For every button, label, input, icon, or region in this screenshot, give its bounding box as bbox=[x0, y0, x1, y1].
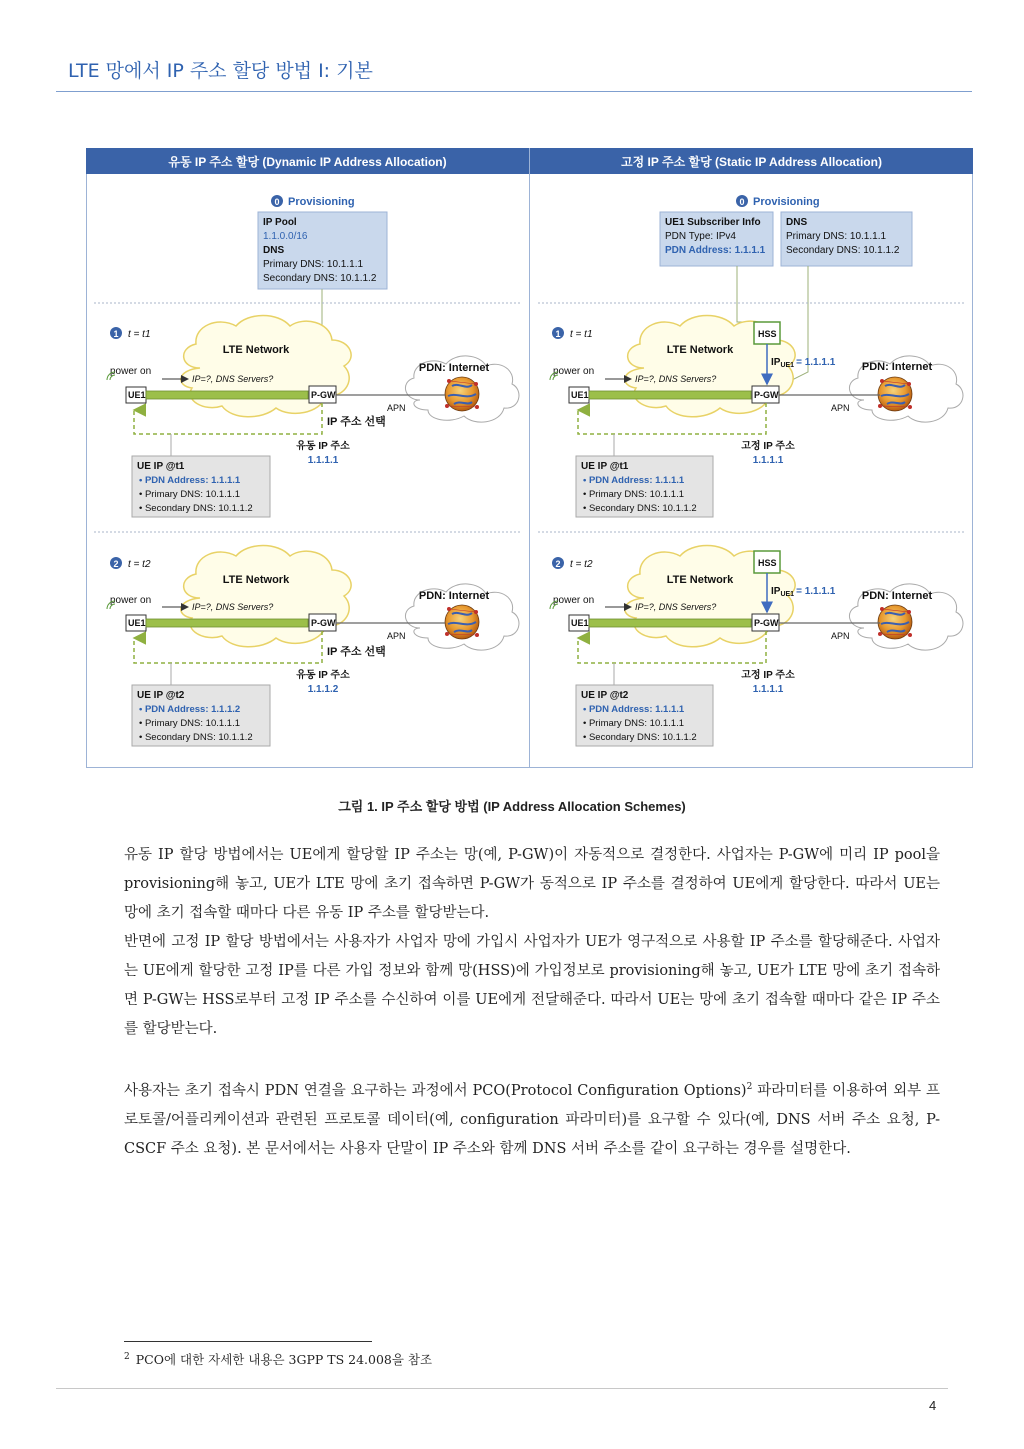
step-1-time: t = t1 bbox=[128, 329, 151, 340]
dns-info-primary: Primary DNS: 10.1.1.1 bbox=[786, 231, 887, 242]
body-paragraph-3 bbox=[124, 1073, 940, 1164]
pdn-internet-label-static: PDN: Internet bbox=[861, 361, 933, 373]
ip-ue1-prefix-2: IP bbox=[771, 586, 781, 597]
step-0-number-static: 0 bbox=[739, 197, 745, 207]
figure-header-static: 고정 IP 주소 할당 (Static IP Address Allocation) bbox=[530, 148, 973, 174]
dynamic-ip-value-t1: 1.1.1.1 bbox=[307, 455, 339, 466]
body-paragraph-3-start: 사용자는 초기 접속시 PDN 연결을 요구하는 과정에서 PCO(Protocol Configuration Options) bbox=[124, 1082, 747, 1099]
static-ip-value: 1.1.1.1 bbox=[752, 455, 784, 466]
pdn-address-provisioned: PDN Address: 1.1.1.1 bbox=[665, 245, 766, 256]
figure-caption: 그림 1. IP 주소 할당 방법 (IP Address Allocation Schemes) bbox=[338, 799, 686, 814]
dns-title: DNS bbox=[263, 245, 285, 256]
footnote-ref[interactable]: 2 bbox=[746, 1082, 753, 1092]
dns-info-secondary: Secondary DNS: 10.1.1.2 bbox=[786, 245, 900, 256]
ip-pool-title: IP Pool bbox=[263, 217, 297, 228]
static-ip-label-2: 고정 IP 주소 bbox=[741, 670, 795, 681]
ip-ue1-value-2: = 1.1.1.1 bbox=[796, 586, 836, 597]
page-number: 4 bbox=[929, 1398, 937, 1413]
pdn-internet-label: PDN: Internet bbox=[418, 362, 490, 374]
ue1-label-static-2: UE1 bbox=[571, 618, 589, 628]
provisioning-label-static: Provisioning bbox=[753, 196, 820, 208]
footnote bbox=[124, 1350, 432, 1368]
footer-divider bbox=[56, 1388, 948, 1389]
hss-label: HSS bbox=[758, 329, 777, 339]
ue-primary-dns-static: • Primary DNS: 10.1.1.1 bbox=[583, 489, 684, 500]
request-label-2: IP=?, DNS Servers? bbox=[192, 602, 274, 612]
ip-pool-range: 1.1.0.0/16 bbox=[263, 231, 308, 242]
ue-secondary-dns-2: • Secondary DNS: 10.1.1.2 bbox=[139, 732, 253, 743]
primary-dns: Primary DNS: 10.1.1.1 bbox=[263, 259, 364, 270]
step-2-time-static: t = t2 bbox=[570, 559, 593, 570]
ue-secondary-dns: • Secondary DNS: 10.1.1.2 bbox=[139, 503, 253, 514]
body-paragraph-1: 유동 IP 할당 방법에서는 UE에게 할당할 IP 주소는 망(예, P-GW)이 자동적으로 결정한다. 사업자는 P-GW에 미리 IP pool을 provisioning해 놓고, UE가 LTE 망에 초기 접속하면 P-GW가 동적으로 IP 주소를 결정하여 UE에게 할당한다. 따라서 UE는 망에 초기 접속할 때마다 다른 유동 IP 주소를 할당받는다. bbox=[124, 847, 940, 921]
subscriber-info-title: UE1 Subscriber Info bbox=[665, 217, 761, 228]
power-on-label-2: power on bbox=[110, 595, 152, 606]
step-2-time: t = t2 bbox=[128, 559, 151, 570]
request-label-static-2: IP=?, DNS Servers? bbox=[635, 602, 717, 612]
bearer-pipe-2 bbox=[146, 619, 308, 627]
ue-ip-title-static: UE IP @t1 bbox=[581, 461, 629, 472]
ip-ue1-subscript: UE1 bbox=[780, 362, 795, 369]
pgw-label-static-2: P-GW bbox=[754, 618, 779, 628]
step-2-number-static: 2 bbox=[555, 559, 561, 569]
ue-primary-dns: • Primary DNS: 10.1.1.1 bbox=[139, 489, 240, 500]
static-allocation-diagram bbox=[538, 195, 965, 746]
body-paragraph-3-end: 파라미터를 이용하여 외부 프로토콜/어플리케이션과 관련된 프로토콜 데이터(예, configuration 파라미터)를 요구할 수 있다(예, DNS 서버 주소 요청, P-CSCF 주소 요청). 본 문서에서는 사용자 단말이 IP 주소와 함께 DNS 서버 주소를 같이 요구하는 경우를 설명한다. bbox=[124, 1082, 940, 1157]
pgw-label-static: P-GW bbox=[754, 390, 779, 400]
apn-label: APN bbox=[387, 403, 406, 413]
lte-network-label-static: LTE Network bbox=[666, 344, 734, 356]
body-paragraph-1-block bbox=[124, 841, 940, 1044]
step-0-number: 0 bbox=[274, 197, 280, 207]
ue-ip-title-static-2: UE IP @t2 bbox=[581, 690, 629, 701]
ue1-label-2: UE1 bbox=[128, 618, 146, 628]
figure-header-dynamic: 유동 IP 주소 할당 (Dynamic IP Address Allocation) bbox=[86, 148, 529, 174]
apn-label-static: APN bbox=[831, 403, 850, 413]
ip-select-label-2: IP 주소 선택 bbox=[327, 646, 386, 658]
dynamic-ip-label-2: 유동 IP 주소 bbox=[296, 670, 350, 681]
pdn-type: PDN Type: IPv4 bbox=[665, 231, 736, 242]
pdn-internet-label-2: PDN: Internet bbox=[418, 590, 490, 602]
ue-secondary-dns-static: • Secondary DNS: 10.1.1.2 bbox=[583, 503, 697, 514]
provisioning-label: Provisioning bbox=[288, 196, 355, 208]
power-on-label-static: power on bbox=[553, 366, 595, 377]
pdn-internet-label-static-2: PDN: Internet bbox=[861, 590, 933, 602]
page-title: LTE 망에서 IP 주소 할당 방법 I: 기본 bbox=[68, 60, 373, 82]
lte-network-label-static-2: LTE Network bbox=[666, 574, 734, 586]
ue-pdn-address-2: • PDN Address: 1.1.1.2 bbox=[139, 704, 241, 715]
ip-select-label: IP 주소 선택 bbox=[327, 416, 386, 428]
step-1-number: 1 bbox=[113, 329, 119, 339]
ue1-label: UE1 bbox=[128, 390, 146, 400]
ue-primary-dns-static-2: • Primary DNS: 10.1.1.1 bbox=[583, 718, 684, 729]
pgw-label-2: P-GW bbox=[311, 618, 336, 628]
request-label: IP=?, DNS Servers? bbox=[192, 374, 274, 384]
apn-label-static-2: APN bbox=[831, 631, 850, 641]
step-1-number-static: 1 bbox=[555, 329, 561, 339]
apn-label-2: APN bbox=[387, 631, 406, 641]
power-on-label: power on bbox=[110, 366, 152, 377]
body-paragraph-2: 반면에 고정 IP 할당 방법에서는 사용자가 사업자 망에 가입시 사업자가 UE가 영구적으로 사용할 IP 주소를 할당해준다. 사업자는 UE에게 할당한 고정 IP를 다른 가입 정보와 함께 망(HSS)에 가입정보로 provisioning해 놓고, UE가 LTE 망에 초기 접속하면 P-GW는 HSS로부터 고정 IP 주소를 수신하여 이를 UE에게 전달해준다. 따라서 UE는 망에 초기 접속할 때마다 같은 IP 주소를 할당받는다. bbox=[124, 934, 940, 1037]
lte-network-label: LTE Network bbox=[222, 344, 290, 356]
lte-network-label-2: LTE Network bbox=[222, 574, 290, 586]
dynamic-ip-label: 유동 IP 주소 bbox=[296, 441, 350, 452]
ue-pdn-address: • PDN Address: 1.1.1.1 bbox=[139, 475, 241, 486]
ue-primary-dns-2: • Primary DNS: 10.1.1.1 bbox=[139, 718, 240, 729]
body-paragraph-3-block bbox=[124, 1073, 940, 1164]
bearer-pipe bbox=[146, 391, 308, 399]
static-ip-value-2: 1.1.1.1 bbox=[752, 684, 784, 695]
footnote-number: 2 bbox=[124, 1351, 130, 1362]
static-ip-label: 고정 IP 주소 bbox=[741, 441, 795, 452]
ue-secondary-dns-static-2: • Secondary DNS: 10.1.1.2 bbox=[583, 732, 697, 743]
ue1-label-static: UE1 bbox=[571, 390, 589, 400]
bearer-pipe-static bbox=[589, 391, 751, 399]
dynamic-ip-value-t2: 1.1.1.2 bbox=[307, 684, 339, 695]
dns-info-title: DNS bbox=[786, 217, 808, 228]
ue-pdn-address-static-2: • PDN Address: 1.1.1.1 bbox=[583, 704, 685, 715]
bearer-pipe-static-2 bbox=[589, 619, 751, 627]
ue-ip-title-2: UE IP @t2 bbox=[137, 690, 185, 701]
power-on-label-static-2: power on bbox=[553, 595, 595, 606]
request-label-static: IP=?, DNS Servers? bbox=[635, 374, 717, 384]
step-2-number: 2 bbox=[113, 559, 119, 569]
ue-ip-title: UE IP @t1 bbox=[137, 461, 185, 472]
pgw-label: P-GW bbox=[311, 390, 336, 400]
footnote-divider bbox=[124, 1341, 372, 1342]
ue-pdn-address-static: • PDN Address: 1.1.1.1 bbox=[583, 475, 685, 486]
dynamic-allocation-diagram bbox=[94, 195, 521, 746]
footnote-text: PCO에 대한 자세한 내용은 3GPP TS 24.008을 참조 bbox=[135, 1352, 433, 1367]
ip-ue1-value: = 1.1.1.1 bbox=[796, 357, 836, 368]
secondary-dns: Secondary DNS: 10.1.1.2 bbox=[263, 273, 377, 284]
ip-ue1-prefix: IP bbox=[771, 357, 781, 368]
step-1-time-static: t = t1 bbox=[570, 329, 593, 340]
ip-ue1-subscript-2: UE1 bbox=[780, 591, 795, 598]
hss-label-2: HSS bbox=[758, 558, 777, 568]
